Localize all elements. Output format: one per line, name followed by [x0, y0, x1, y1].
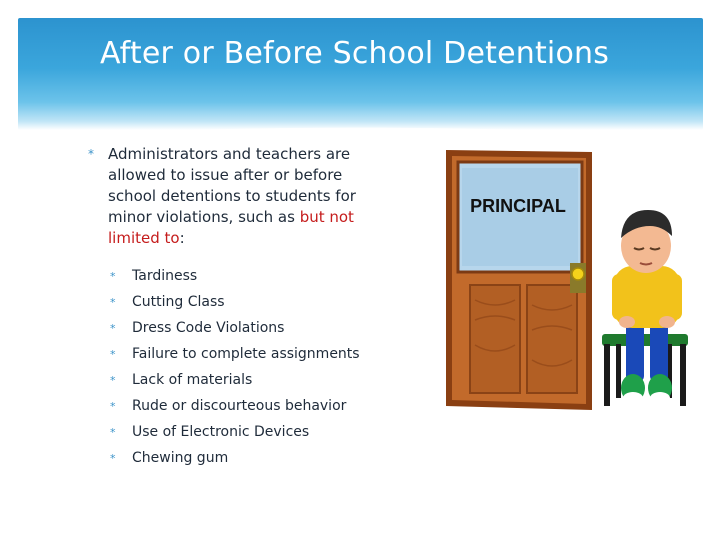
asterisk-bullet-icon: * — [110, 452, 116, 465]
door-sign: PRINCIPAL — [470, 196, 566, 216]
asterisk-bullet-icon: * — [110, 374, 116, 387]
list-item-label: Use of Electronic Devices — [132, 424, 310, 440]
asterisk-bullet-icon: * — [110, 322, 116, 335]
asterisk-bullet-icon: * — [110, 426, 116, 439]
list-item-label: Failure to complete assignments — [132, 346, 360, 362]
intro-text: Administrators and teachers are allowed to issue after or before school detentions to students for minor violations, such as — [108, 145, 356, 226]
asterisk-bullet-icon: * — [88, 147, 94, 161]
door-icon — [446, 150, 592, 410]
list-item-label: Lack of materials — [132, 372, 253, 388]
asterisk-bullet-icon: * — [110, 348, 116, 361]
list-item-label: Dress Code Violations — [132, 320, 285, 336]
door-knob-icon — [572, 268, 584, 280]
intro-colon: : — [179, 229, 185, 247]
intro-highlight: but not limited to — [108, 208, 354, 247]
list-item-label: Rude or discourteous behavior — [132, 398, 347, 414]
list-item-label: Tardiness — [132, 268, 198, 284]
seated-student-icon — [602, 210, 688, 406]
asterisk-bullet-icon: * — [110, 270, 116, 283]
list-item-label: Chewing gum — [132, 450, 229, 466]
slide-title: After or Before School Detentions — [100, 36, 610, 71]
asterisk-bullet-icon: * — [110, 296, 116, 309]
list-item-label: Cutting Class — [132, 294, 225, 310]
asterisk-bullet-icon: * — [110, 400, 116, 413]
